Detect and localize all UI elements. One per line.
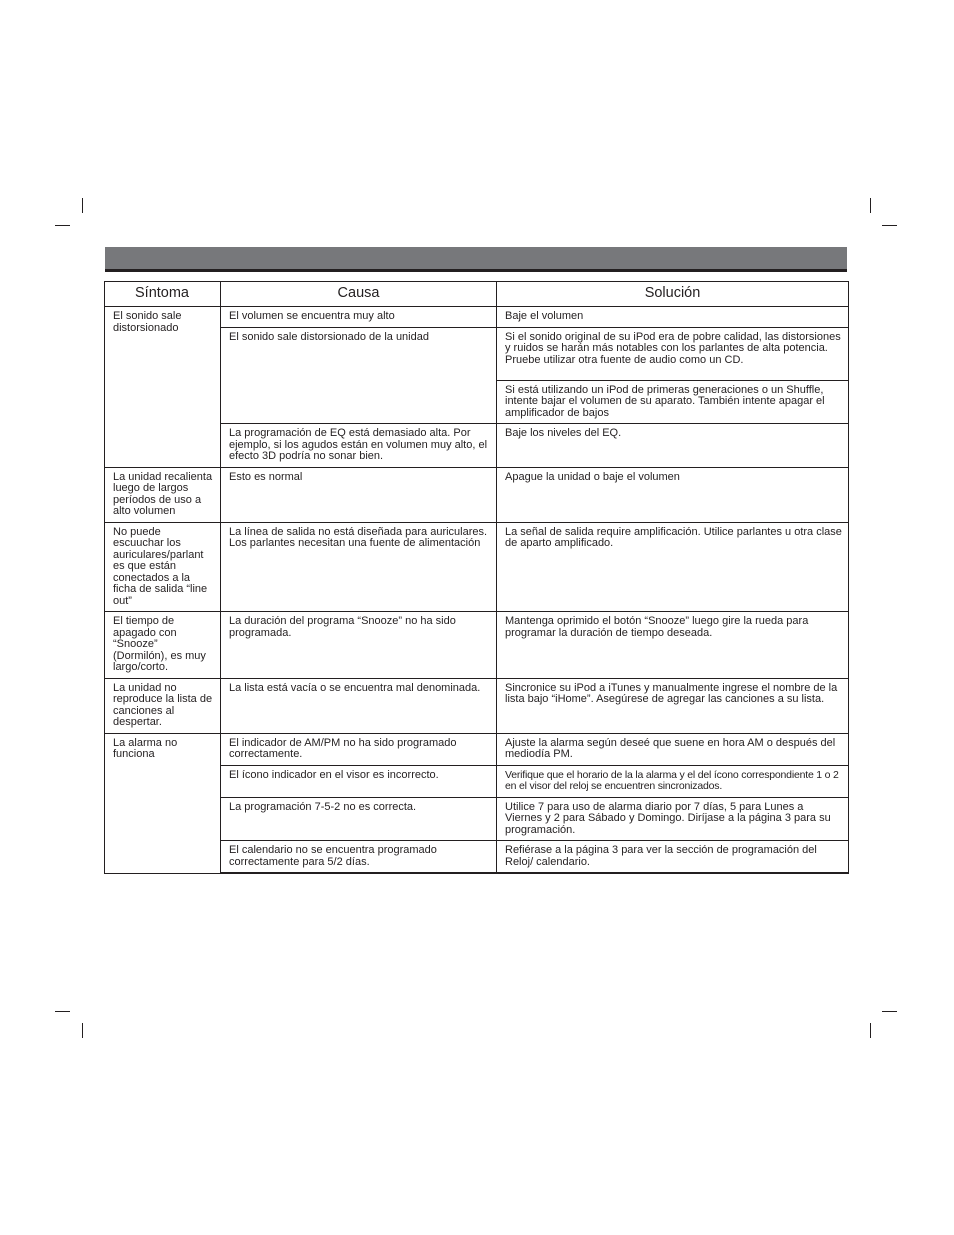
cause-cell: El sonido sale distorsionado de la unidad [221,327,497,424]
solution-cell: Ajuste la alarma según deseé que suene en hora AM o después del mediodía PM. [497,733,849,765]
crop-mark [870,1023,871,1038]
cause-cell: El volumen se encuentra muy alto [221,307,497,328]
solution-cell: Verifique que el horario de la la alarma y el del ícono correspondiente 1 o 2 en el visor del reloj se encuentren sincronizados. [497,765,849,797]
symptom-cell: La unidad no reproduce la lista de canciones al despertar. [105,678,221,733]
crop-mark [82,1023,83,1038]
cause-cell: La programación 7-5-2 no es correcta. [221,797,497,841]
cause-cell: Esto es normal [221,467,497,522]
symptom-cell: La alarma no funciona [105,733,221,873]
crop-mark [882,1011,897,1012]
solution-cell: Apague la unidad o baje el volumen [497,467,849,522]
cause-cell: La programación de EQ está demasiado alta. Por ejemplo, si los agudos están en volumen muy alto, el efecto 3D podría no sonar bien. [221,424,497,468]
solution-cell: Baje los niveles del EQ. [497,424,849,468]
solution-cell: Si el sonido original de su iPod era de pobre calidad, las distorsiones y ruidos se harán más notables con los parlantes de alta potencia. Pruebe utilizar otra fuente de audio como un CD. [497,327,849,380]
crop-mark [82,198,83,213]
solution-cell: Refiérase a la página 3 para ver la sección de programación del Reloj/ calendario. [497,841,849,874]
solution-cell: Si está utilizando un iPod de primeras generaciones o un Shuffle, intente bajar el volumen de su aparato. También intente apagar el amplificador de bajos [497,380,849,424]
table-row [105,307,849,328]
cause-cell: La duración del programa “Snooze” no ha sido programada. [221,612,497,679]
crop-mark [55,1011,70,1012]
table-row [105,467,849,522]
solution-cell: Sincronice su iPod a iTunes y manualmente ingrese el nombre de la lista bajo “iHome”. Asegúrese de agregar las canciones a su lista. [497,678,849,733]
crop-mark [870,198,871,213]
solution-cell: Mantenga oprimido el botón “Snooze” luego gire la rueda para programar la duración de tiempo deseada. [497,612,849,679]
crop-mark [882,225,897,226]
symptom-cell: El tiempo de apagado con “Snooze” (Dormilón), es muy largo/corto. [105,612,221,679]
table-row [105,733,849,765]
solution-cell: Utilice 7 para uso de alarma diario por 7 días, 5 para Lunes a Viernes y 2 para Sábado y Domingo. Diríjase a la página 3 para su programación. [497,797,849,841]
column-header-cause: Causa [221,282,497,307]
solution-cell: La señal de salida require amplificación. Utilice parlantes u otra clase de aparto amplificado. [497,522,849,612]
cause-cell: El indicador de AM/PM no ha sido programado correctamente. [221,733,497,765]
table-row [105,522,849,612]
troubleshooting-table [104,281,849,874]
column-header-solution: Solución [497,282,849,307]
crop-mark [55,225,70,226]
symptom-cell: El sonido sale distorsionado [105,307,221,468]
solution-cell: Baje el volumen [497,307,849,328]
cause-cell: El calendario no se encuentra programado correctamente para 5/2 días. [221,841,497,874]
cause-cell: La lista está vacía o se encuentra mal denominada. [221,678,497,733]
cause-cell: El ícono indicador en el visor es incorrecto. [221,765,497,797]
symptom-cell: La unidad recalienta luego de largos períodos de uso a alto volumen [105,467,221,522]
symptom-cell: No puede escuuchar los auriculares/parlant es que están conectados a la ficha de salida “line out” [105,522,221,612]
column-header-symptom: Síntoma [105,282,221,307]
table-row [105,612,849,679]
table-row [105,678,849,733]
cause-cell: La línea de salida no está diseñada para auriculares. Los parlantes necesitan una fuente de alimentación [221,522,497,612]
section-header-bar [105,247,847,272]
table-header-row [105,282,849,307]
